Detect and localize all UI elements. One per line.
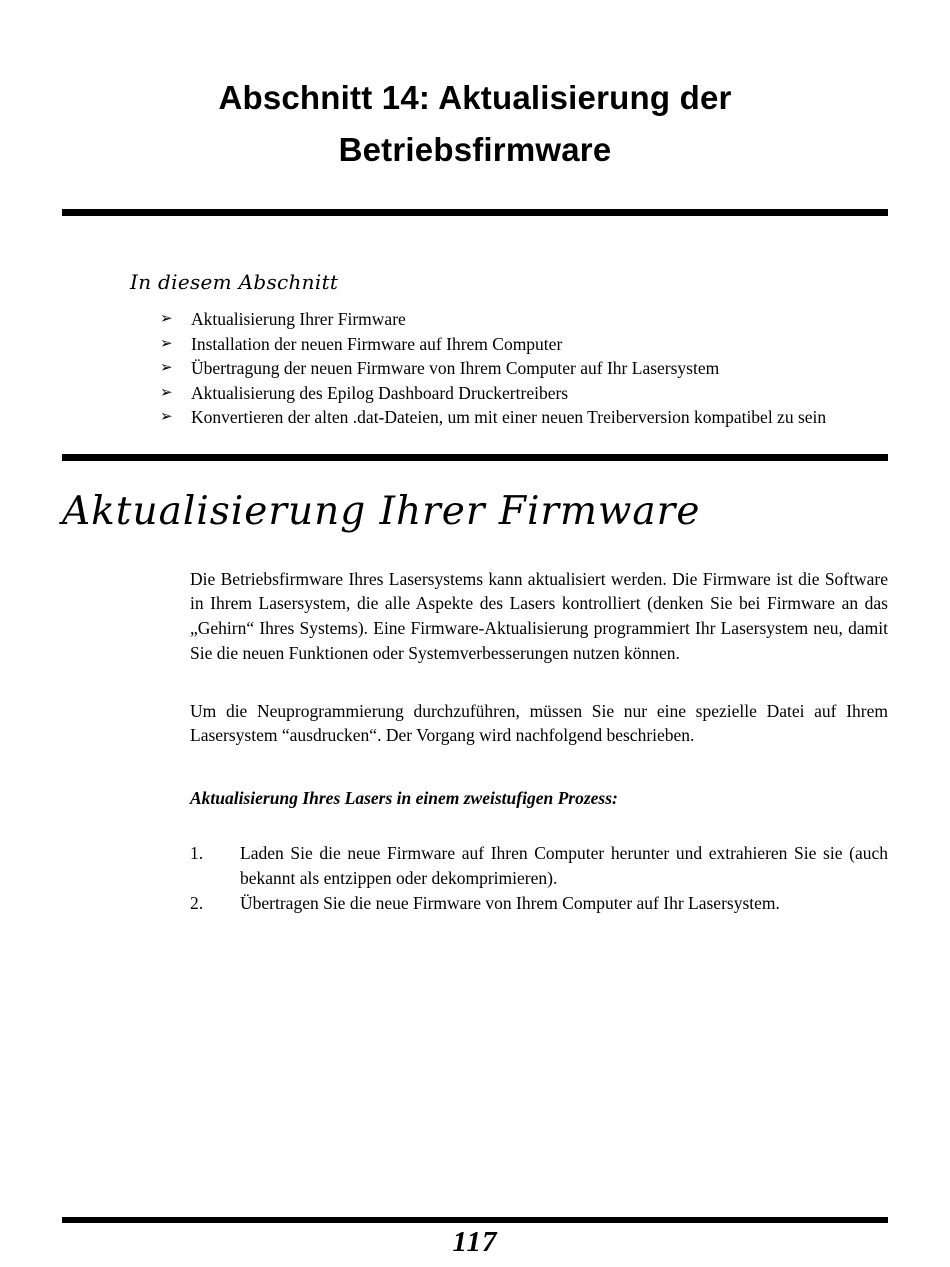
list-item xyxy=(160,332,888,357)
numbered-steps-list xyxy=(190,841,888,915)
step-text: Laden Sie die neue Firmware auf Ihren Computer herunter und extrahieren Sie sie (auch bekannt als entzippen oder dekomprimieren). xyxy=(240,843,888,888)
step-number: 2. xyxy=(190,892,204,913)
step-number: 1. xyxy=(190,843,204,864)
list-item-text: Konvertieren der alten .dat-Dateien, um mit einer neuen Treiberversion kompatibel zu sein xyxy=(191,407,827,427)
section-topics-list xyxy=(160,307,888,430)
in-this-section-heading: In diesem Abschnitt xyxy=(130,270,339,294)
section-overview xyxy=(130,270,888,430)
list-item xyxy=(190,891,888,916)
list-item-text: Übertragung der neuen Firmware von Ihrem Computer auf Ihr Lasersystem xyxy=(191,358,720,378)
list-item xyxy=(190,841,888,891)
divider-mid xyxy=(62,454,888,461)
arrow-bullet-icon: ➢ xyxy=(160,384,173,401)
page-title xyxy=(0,0,950,176)
list-item xyxy=(160,356,888,381)
list-item xyxy=(160,381,888,406)
page-number: 117 xyxy=(452,1226,498,1258)
arrow-bullet-icon: ➢ xyxy=(160,360,173,376)
list-item-text: Installation der neuen Firmware auf Ihrem Computer xyxy=(191,333,563,354)
paragraph: Die Betriebsfirmware Ihres Lasersystems kann aktualisiert werden. Die Firmware ist die Software in Ihrem Lasersystem, die alle Aspekte des Lasers kontrolliert (denken Sie bei Firmware an das „Gehirn“ Ihres Systems). Eine Firmware-Aktualisierung programmiert Ihr Lasersystem neu, damit Sie die neuen Funktionen oder Systemverbesserungen nutzen können. xyxy=(190,568,888,663)
list-item xyxy=(160,307,888,332)
arrow-bullet-icon: ➢ xyxy=(160,311,173,327)
page-title-line2: Betriebsfirmware xyxy=(338,131,612,168)
section-heading: Aktualisierung Ihrer Firmware xyxy=(62,488,701,534)
page-title-line1: Abschnitt 14: Aktualisierung der xyxy=(218,79,732,116)
step-text: Übertragen Sie die neue Firmware von Ihrem Computer auf Ihr Lasersystem. xyxy=(240,892,780,913)
page-footer xyxy=(0,1217,950,1259)
divider-bottom xyxy=(62,1217,888,1223)
list-item xyxy=(160,405,888,430)
arrow-bullet-icon: ➢ xyxy=(160,335,173,352)
arrow-bullet-icon: ➢ xyxy=(160,409,173,425)
list-item-text: Aktualisierung Ihrer Firmware xyxy=(191,309,406,329)
process-heading: Aktualisierung Ihres Lasers in einem zweistufigen Prozess: xyxy=(190,788,618,809)
paragraph: Um die Neuprogrammierung durchzuführen, müssen Sie nur eine spezielle Datei auf Ihrem Lasersystem “ausdrucken“. Der Vorgang wird nachfolgend beschrieben. xyxy=(190,700,888,746)
divider-top xyxy=(62,209,888,216)
list-item-text: Aktualisierung des Epilog Dashboard Druckertreibers xyxy=(191,382,569,403)
section-body xyxy=(190,567,888,916)
